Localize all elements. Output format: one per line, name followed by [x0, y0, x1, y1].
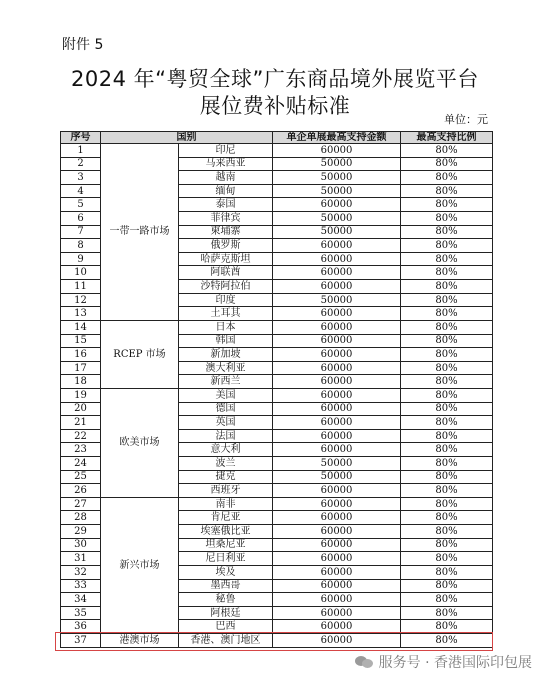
amount-cell: 60000 — [273, 416, 401, 430]
ratio-cell: 80% — [401, 212, 493, 226]
highlight-box — [55, 632, 493, 651]
row-number: 12 — [61, 293, 101, 307]
ratio-cell: 80% — [401, 579, 493, 593]
row-number: 24 — [61, 457, 101, 471]
region-cell: 新兴市场 — [101, 497, 179, 633]
amount-cell: 60000 — [273, 320, 401, 334]
amount-cell: 60000 — [273, 443, 401, 457]
country-cell: 阿联酋 — [179, 266, 273, 280]
ratio-cell: 80% — [401, 429, 493, 443]
subsidy-table — [60, 131, 493, 648]
ratio-cell: 80% — [401, 184, 493, 198]
amount-cell: 50000 — [273, 225, 401, 239]
ratio-cell: 80% — [401, 225, 493, 239]
row-number: 33 — [61, 579, 101, 593]
amount-cell: 60000 — [273, 198, 401, 212]
ratio-cell: 80% — [401, 497, 493, 511]
country-cell: 波兰 — [179, 457, 273, 471]
ratio-cell: 80% — [401, 538, 493, 552]
country-cell: 捷克 — [179, 470, 273, 484]
country-cell: 巴西 — [179, 620, 273, 634]
table-row — [61, 320, 493, 334]
ratio-cell: 80% — [401, 593, 493, 607]
row-number: 18 — [61, 375, 101, 389]
ratio-cell: 80% — [401, 375, 493, 389]
country-cell: 南非 — [179, 497, 273, 511]
row-number: 4 — [61, 184, 101, 198]
region-cell: RCEP 市场 — [101, 320, 179, 388]
row-number: 15 — [61, 334, 101, 348]
country-cell: 越南 — [179, 171, 273, 185]
country-cell: 法国 — [179, 429, 273, 443]
row-number: 3 — [61, 171, 101, 185]
table-row — [61, 497, 493, 511]
header-no: 序号 — [61, 132, 101, 144]
country-cell: 日本 — [179, 320, 273, 334]
country-cell: 柬埔寨 — [179, 225, 273, 239]
region-cell: 港澳市场 — [101, 633, 179, 647]
ratio-cell: 80% — [401, 457, 493, 471]
watermark-text: 服务号 · 香港国际印包展 — [378, 655, 532, 671]
amount-cell: 60000 — [273, 361, 401, 375]
row-number: 13 — [61, 307, 101, 321]
row-number: 11 — [61, 280, 101, 294]
row-number: 16 — [61, 348, 101, 362]
row-number: 1 — [61, 144, 101, 158]
ratio-cell: 80% — [401, 280, 493, 294]
amount-cell: 60000 — [273, 579, 401, 593]
amount-cell: 50000 — [273, 470, 401, 484]
country-cell: 新西兰 — [179, 375, 273, 389]
amount-cell: 60000 — [273, 497, 401, 511]
amount-cell: 50000 — [273, 293, 401, 307]
row-number: 35 — [61, 606, 101, 620]
row-number: 8 — [61, 239, 101, 253]
amount-cell: 60000 — [273, 280, 401, 294]
row-number: 31 — [61, 552, 101, 566]
attachment-label: 附件 5 — [62, 37, 104, 53]
row-number: 37 — [61, 633, 101, 647]
row-number: 20 — [61, 402, 101, 416]
country-cell: 坦桑尼亚 — [179, 538, 273, 552]
country-cell: 新加坡 — [179, 348, 273, 362]
amount-cell: 60000 — [273, 538, 401, 552]
ratio-cell: 80% — [401, 443, 493, 457]
row-number: 26 — [61, 484, 101, 498]
amount-cell: 60000 — [273, 565, 401, 579]
ratio-cell: 80% — [401, 484, 493, 498]
country-cell: 俄罗斯 — [179, 239, 273, 253]
country-cell: 德国 — [179, 402, 273, 416]
country-cell: 哈萨克斯坦 — [179, 252, 273, 266]
row-number: 32 — [61, 565, 101, 579]
ratio-cell: 80% — [401, 293, 493, 307]
amount-cell: 60000 — [273, 633, 401, 647]
row-number: 30 — [61, 538, 101, 552]
amount-cell: 60000 — [273, 375, 401, 389]
amount-cell: 60000 — [273, 593, 401, 607]
amount-cell: 50000 — [273, 171, 401, 185]
country-cell: 马来西亚 — [179, 157, 273, 171]
country-cell: 埃塞俄比亚 — [179, 525, 273, 539]
country-cell: 肯尼亚 — [179, 511, 273, 525]
amount-cell: 50000 — [273, 184, 401, 198]
table-header-row — [61, 132, 493, 144]
country-cell: 印度 — [179, 293, 273, 307]
unit-label: 单位：元 — [444, 113, 488, 126]
ratio-cell: 80% — [401, 334, 493, 348]
row-number: 17 — [61, 361, 101, 375]
country-cell: 阿根廷 — [179, 606, 273, 620]
amount-cell: 50000 — [273, 212, 401, 226]
ratio-cell: 80% — [401, 511, 493, 525]
amount-cell: 50000 — [273, 457, 401, 471]
amount-cell: 60000 — [273, 334, 401, 348]
table-row — [61, 144, 493, 158]
row-number: 2 — [61, 157, 101, 171]
amount-cell: 60000 — [273, 307, 401, 321]
ratio-cell: 80% — [401, 239, 493, 253]
amount-cell: 60000 — [273, 484, 401, 498]
ratio-cell: 80% — [401, 198, 493, 212]
row-number: 29 — [61, 525, 101, 539]
row-number: 28 — [61, 511, 101, 525]
ratio-cell: 80% — [401, 470, 493, 484]
ratio-cell: 80% — [401, 320, 493, 334]
ratio-cell: 80% — [401, 525, 493, 539]
ratio-cell: 80% — [401, 252, 493, 266]
country-cell: 西班牙 — [179, 484, 273, 498]
country-cell: 土耳其 — [179, 307, 273, 321]
amount-cell: 60000 — [273, 252, 401, 266]
ratio-cell: 80% — [401, 565, 493, 579]
country-cell: 尼日利亚 — [179, 552, 273, 566]
row-number: 7 — [61, 225, 101, 239]
amount-cell: 60000 — [273, 388, 401, 402]
subsidy-table-container — [60, 131, 492, 648]
country-cell: 韩国 — [179, 334, 273, 348]
region-cell: 一带一路市场 — [101, 144, 179, 321]
row-number: 5 — [61, 198, 101, 212]
amount-cell: 60000 — [273, 144, 401, 158]
header-amount: 单企单展最高支持金额 — [273, 132, 401, 144]
wechat-icon — [355, 655, 373, 669]
country-cell: 澳大利亚 — [179, 361, 273, 375]
table-body — [61, 144, 493, 648]
country-cell: 泰国 — [179, 198, 273, 212]
row-number: 23 — [61, 443, 101, 457]
document-title-line2: 展位费补贴标准 — [199, 94, 351, 118]
country-cell: 菲律宾 — [179, 212, 273, 226]
ratio-cell: 80% — [401, 361, 493, 375]
ratio-cell: 80% — [401, 388, 493, 402]
row-number: 10 — [61, 266, 101, 280]
amount-cell: 60000 — [273, 525, 401, 539]
amount-cell: 60000 — [273, 402, 401, 416]
ratio-cell: 80% — [401, 633, 493, 647]
ratio-cell: 80% — [401, 348, 493, 362]
ratio-cell: 80% — [401, 620, 493, 634]
row-number: 21 — [61, 416, 101, 430]
amount-cell: 50000 — [273, 157, 401, 171]
table-row — [61, 388, 493, 402]
country-cell: 墨西哥 — [179, 579, 273, 593]
country-cell: 印尼 — [179, 144, 273, 158]
amount-cell: 60000 — [273, 348, 401, 362]
amount-cell: 60000 — [273, 239, 401, 253]
ratio-cell: 80% — [401, 266, 493, 280]
row-number: 22 — [61, 429, 101, 443]
row-number: 14 — [61, 320, 101, 334]
country-cell: 秘鲁 — [179, 593, 273, 607]
amount-cell: 60000 — [273, 511, 401, 525]
country-cell: 香港、澳门地区 — [179, 633, 273, 647]
ratio-cell: 80% — [401, 144, 493, 158]
row-number: 9 — [61, 252, 101, 266]
row-number: 34 — [61, 593, 101, 607]
country-cell: 缅甸 — [179, 184, 273, 198]
amount-cell: 60000 — [273, 620, 401, 634]
header-country: 国别 — [101, 132, 273, 144]
country-cell: 沙特阿拉伯 — [179, 280, 273, 294]
country-cell: 埃及 — [179, 565, 273, 579]
row-number: 25 — [61, 470, 101, 484]
ratio-cell: 80% — [401, 307, 493, 321]
amount-cell: 60000 — [273, 266, 401, 280]
row-number: 36 — [61, 620, 101, 634]
ratio-cell: 80% — [401, 606, 493, 620]
ratio-cell: 80% — [401, 171, 493, 185]
ratio-cell: 80% — [401, 157, 493, 171]
amount-cell: 60000 — [273, 552, 401, 566]
row-number: 27 — [61, 497, 101, 511]
ratio-cell: 80% — [401, 402, 493, 416]
watermark — [355, 652, 532, 672]
ratio-cell: 80% — [401, 416, 493, 430]
amount-cell: 60000 — [273, 606, 401, 620]
header-ratio: 最高支持比例 — [401, 132, 493, 144]
row-number: 19 — [61, 388, 101, 402]
region-cell: 欧美市场 — [101, 388, 179, 497]
amount-cell: 60000 — [273, 429, 401, 443]
country-cell: 意大利 — [179, 443, 273, 457]
document-title-line1: 2024 年“粤贸全球”广东商品境外展览平台 — [71, 67, 479, 91]
row-number: 6 — [61, 212, 101, 226]
country-cell: 美国 — [179, 388, 273, 402]
country-cell: 英国 — [179, 416, 273, 430]
ratio-cell: 80% — [401, 552, 493, 566]
